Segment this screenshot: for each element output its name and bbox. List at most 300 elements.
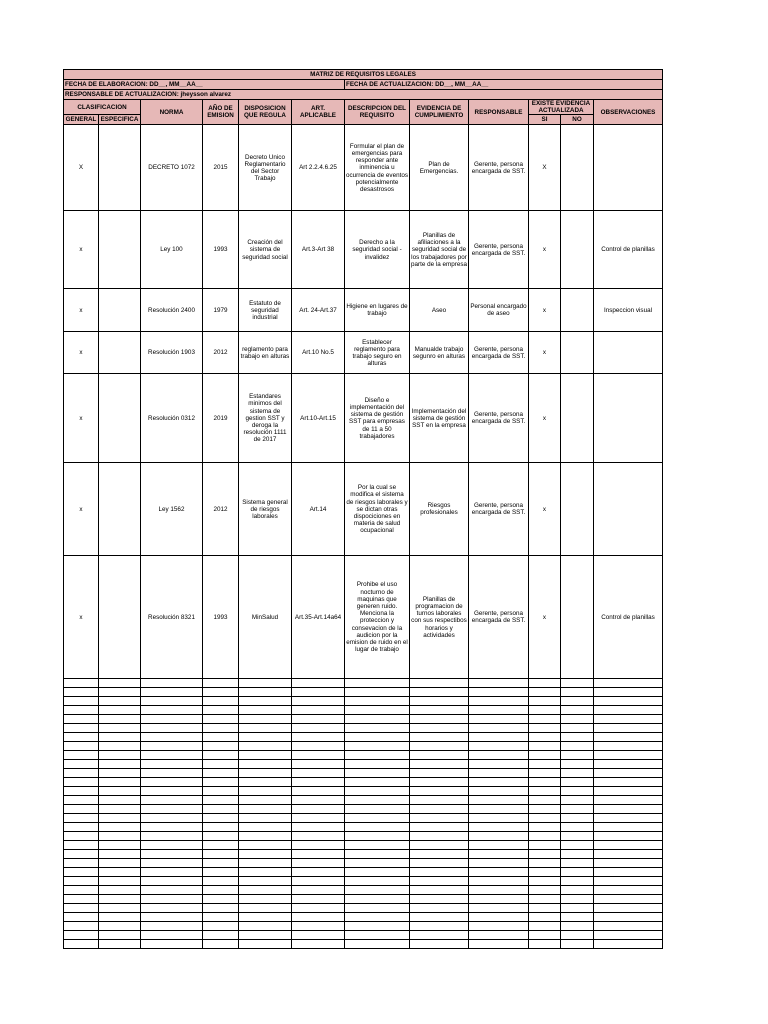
empty-cell [345, 913, 410, 922]
empty-cell [594, 922, 663, 931]
cell-si: x [529, 211, 561, 289]
empty-cell [561, 841, 594, 850]
cell-anio: 1979 [203, 289, 239, 332]
table-row [64, 125, 663, 211]
empty-cell [203, 823, 239, 832]
cell-norma: Resolución 2400 [141, 289, 203, 332]
cell-disposicion: Sistema general de riesgos laborales [239, 463, 292, 556]
empty-row [64, 922, 663, 931]
empty-cell [529, 706, 561, 715]
empty-cell [203, 688, 239, 697]
empty-row [64, 697, 663, 706]
empty-cell [99, 904, 141, 913]
empty-cell [345, 778, 410, 787]
empty-cell [594, 877, 663, 886]
empty-cell [64, 904, 99, 913]
empty-cell [292, 922, 345, 931]
empty-cell [561, 679, 594, 688]
cell-no [561, 374, 594, 463]
empty-cell [410, 904, 469, 913]
cell-observaciones [594, 125, 663, 211]
cell-evidencia: Riesgos profesionales [410, 463, 469, 556]
cell-si: x [529, 463, 561, 556]
empty-cell [469, 805, 529, 814]
empty-cell [529, 850, 561, 859]
empty-cell [141, 877, 203, 886]
cell-especifica [99, 556, 141, 679]
empty-cell [64, 724, 99, 733]
empty-cell [99, 859, 141, 868]
cell-responsable: Gerente, persona encargada de SST. [469, 374, 529, 463]
cell-anio: 1993 [203, 211, 239, 289]
empty-cell [99, 715, 141, 724]
empty-cell [410, 886, 469, 895]
cell-si: x [529, 374, 561, 463]
header-general: GENERAL [64, 115, 99, 125]
empty-cell [594, 697, 663, 706]
empty-cell [561, 760, 594, 769]
empty-cell [469, 715, 529, 724]
cell-anio: 1993 [203, 556, 239, 679]
cell-descripcion: Derecho a la seguridad social - invalidez [345, 211, 410, 289]
empty-cell [99, 814, 141, 823]
empty-cell [410, 931, 469, 940]
empty-cell [99, 688, 141, 697]
cell-descripcion: Establecer reglamento para trabajo seguro en alturas [345, 332, 410, 374]
empty-cell [203, 742, 239, 751]
empty-cell [64, 796, 99, 805]
cell-observaciones [594, 463, 663, 556]
empty-cell [529, 787, 561, 796]
cell-general: x [64, 332, 99, 374]
empty-cell [203, 877, 239, 886]
empty-cell [469, 886, 529, 895]
empty-row [64, 841, 663, 850]
empty-cell [292, 886, 345, 895]
empty-cell [410, 679, 469, 688]
header-anio: AÑO DE EMISION [203, 100, 239, 125]
empty-cell [292, 706, 345, 715]
empty-cell [529, 733, 561, 742]
empty-cell [529, 778, 561, 787]
empty-cell [141, 895, 203, 904]
empty-cell [345, 751, 410, 760]
header-clasificacion: CLASIFICACION [64, 100, 141, 115]
empty-row [64, 913, 663, 922]
empty-cell [99, 877, 141, 886]
empty-cell [469, 769, 529, 778]
empty-cell [469, 751, 529, 760]
empty-cell [594, 733, 663, 742]
empty-cell [529, 679, 561, 688]
empty-cell [64, 922, 99, 931]
empty-cell [239, 913, 292, 922]
empty-cell [239, 733, 292, 742]
empty-cell [64, 859, 99, 868]
empty-cell [203, 895, 239, 904]
empty-cell [64, 706, 99, 715]
empty-cell [410, 715, 469, 724]
empty-cell [594, 886, 663, 895]
empty-cell [64, 832, 99, 841]
empty-cell [345, 850, 410, 859]
header-especifica: ESPECIFICA [99, 115, 141, 125]
empty-cell [239, 769, 292, 778]
empty-cell [141, 904, 203, 913]
empty-cell [203, 760, 239, 769]
cell-articulo: Art.14 [292, 463, 345, 556]
empty-cell [239, 895, 292, 904]
empty-cell [345, 679, 410, 688]
empty-cell [239, 859, 292, 868]
header-evidencia: EVIDENCIA DE CUMPLIMIENTO [410, 100, 469, 125]
empty-cell [345, 760, 410, 769]
empty-cell [141, 931, 203, 940]
empty-cell [469, 778, 529, 787]
cell-disposicion: Decreto Unico Reglamentario del Sector Trabajo [239, 125, 292, 211]
empty-cell [410, 706, 469, 715]
empty-cell [203, 796, 239, 805]
empty-cell [469, 688, 529, 697]
empty-cell [141, 688, 203, 697]
empty-cell [141, 724, 203, 733]
cell-general: x [64, 289, 99, 332]
cell-responsable: Gerente, persona encargada de SST. [469, 463, 529, 556]
empty-cell [561, 733, 594, 742]
empty-cell [239, 841, 292, 850]
empty-cell [99, 742, 141, 751]
empty-cell [345, 697, 410, 706]
empty-cell [561, 877, 594, 886]
empty-cell [469, 931, 529, 940]
empty-cell [292, 715, 345, 724]
empty-cell [292, 805, 345, 814]
empty-row [64, 832, 663, 841]
empty-cell [141, 868, 203, 877]
empty-cell [239, 814, 292, 823]
header-articulo: ART. APLICABLE [292, 100, 345, 125]
empty-cell [239, 679, 292, 688]
empty-cell [345, 877, 410, 886]
cell-observaciones: Control de planillas [594, 556, 663, 679]
empty-cell [292, 733, 345, 742]
empty-cell [292, 832, 345, 841]
cell-norma: DECRETO 1072 [141, 125, 203, 211]
empty-cell [410, 859, 469, 868]
empty-cell [292, 697, 345, 706]
empty-cell [594, 841, 663, 850]
cell-no [561, 556, 594, 679]
empty-cell [410, 877, 469, 886]
empty-cell [561, 886, 594, 895]
empty-row [64, 805, 663, 814]
empty-cell [239, 742, 292, 751]
empty-cell [345, 868, 410, 877]
empty-cell [529, 922, 561, 931]
header-observaciones: OBSERVACIONES [594, 100, 663, 125]
empty-cell [529, 724, 561, 733]
empty-cell [594, 796, 663, 805]
cell-norma: Resolución 0312 [141, 374, 203, 463]
empty-cell [561, 778, 594, 787]
empty-cell [561, 940, 594, 949]
empty-cell [469, 823, 529, 832]
empty-cell [345, 940, 410, 949]
empty-cell [594, 814, 663, 823]
empty-cell [292, 787, 345, 796]
empty-cell [292, 742, 345, 751]
empty-cell [239, 706, 292, 715]
empty-cell [64, 742, 99, 751]
empty-cell [141, 733, 203, 742]
empty-cell [594, 805, 663, 814]
empty-cell [64, 787, 99, 796]
table-row [64, 211, 663, 289]
empty-cell [345, 688, 410, 697]
empty-cell [239, 886, 292, 895]
empty-cell [594, 940, 663, 949]
empty-cell [64, 805, 99, 814]
empty-cell [529, 832, 561, 841]
empty-cell [561, 769, 594, 778]
cell-articulo: Art.10-Art.15 [292, 374, 345, 463]
cell-responsable: Gerente, persona encargada de SST. [469, 556, 529, 679]
empty-cell [561, 787, 594, 796]
empty-row [64, 859, 663, 868]
cell-norma: Ley 100 [141, 211, 203, 289]
empty-cell [410, 778, 469, 787]
empty-cell [239, 697, 292, 706]
empty-cell [561, 913, 594, 922]
empty-cell [292, 931, 345, 940]
empty-row [64, 931, 663, 940]
empty-cell [99, 841, 141, 850]
empty-cell [141, 922, 203, 931]
empty-cell [594, 724, 663, 733]
empty-cell [529, 814, 561, 823]
cell-no [561, 463, 594, 556]
empty-cell [141, 769, 203, 778]
empty-cell [99, 823, 141, 832]
empty-cell [203, 904, 239, 913]
empty-cell [99, 832, 141, 841]
empty-cell [345, 715, 410, 724]
cell-no [561, 332, 594, 374]
empty-cell [410, 805, 469, 814]
empty-cell [561, 931, 594, 940]
empty-cell [345, 733, 410, 742]
empty-cell [561, 751, 594, 760]
empty-cell [141, 805, 203, 814]
empty-cell [594, 913, 663, 922]
empty-cell [292, 841, 345, 850]
empty-cell [561, 715, 594, 724]
cell-evidencia: Planillas de programacion de turnos laborales con sus respectibos horarios y actividades [410, 556, 469, 679]
cell-si: x [529, 332, 561, 374]
empty-cell [410, 742, 469, 751]
empty-cell [529, 796, 561, 805]
empty-cell [594, 751, 663, 760]
empty-cell [345, 787, 410, 796]
empty-cell [99, 868, 141, 877]
empty-cell [239, 787, 292, 796]
empty-cell [64, 778, 99, 787]
cell-observaciones [594, 374, 663, 463]
empty-cell [594, 769, 663, 778]
empty-cell [529, 904, 561, 913]
empty-cell [410, 868, 469, 877]
empty-cell [99, 895, 141, 904]
empty-cell [529, 760, 561, 769]
empty-cell [594, 868, 663, 877]
cell-articulo: Art.3-Art 38 [292, 211, 345, 289]
cell-si: x [529, 556, 561, 679]
empty-row [64, 688, 663, 697]
header-existe-evidencia: EXISTE EVIDENCIA ACTUALIZADA [529, 100, 594, 115]
empty-cell [203, 715, 239, 724]
empty-cell [469, 859, 529, 868]
responsable-actualizacion: RESPONSABLE DE ACTUALIZACION: jheysson alvarez [64, 90, 663, 100]
empty-cell [99, 679, 141, 688]
empty-cell [561, 688, 594, 697]
empty-cell [561, 868, 594, 877]
empty-cell [99, 805, 141, 814]
empty-cell [292, 778, 345, 787]
empty-cell [203, 868, 239, 877]
empty-cell [141, 850, 203, 859]
empty-cell [561, 859, 594, 868]
empty-cell [99, 922, 141, 931]
empty-cell [141, 706, 203, 715]
empty-cell [292, 796, 345, 805]
empty-cell [410, 850, 469, 859]
empty-cell [345, 814, 410, 823]
empty-cell [469, 760, 529, 769]
cell-general: x [64, 463, 99, 556]
empty-cell [469, 868, 529, 877]
empty-cell [203, 706, 239, 715]
cell-si: X [529, 125, 561, 211]
cell-responsable: Gerente, persona encargada de SST. [469, 332, 529, 374]
empty-cell [529, 886, 561, 895]
empty-cell [594, 706, 663, 715]
empty-cell [469, 814, 529, 823]
empty-cell [292, 895, 345, 904]
matrix-title: MATRIZ DE REQUISITOS LEGALES [64, 70, 663, 80]
empty-row [64, 940, 663, 949]
cell-articulo: Art.10 No.5 [292, 332, 345, 374]
empty-cell [410, 832, 469, 841]
empty-cell [594, 823, 663, 832]
empty-cell [292, 760, 345, 769]
empty-cell [529, 769, 561, 778]
empty-cell [239, 877, 292, 886]
empty-cell [239, 751, 292, 760]
empty-cell [529, 877, 561, 886]
empty-cell [239, 715, 292, 724]
empty-cell [64, 931, 99, 940]
empty-row [64, 778, 663, 787]
empty-cell [99, 940, 141, 949]
empty-cell [529, 913, 561, 922]
empty-cell [64, 751, 99, 760]
empty-cell [561, 904, 594, 913]
cell-evidencia: Planillas de afiliaciones a la seguridad social de los trabajadores por parte de la empresa [410, 211, 469, 289]
empty-cell [561, 706, 594, 715]
cell-evidencia: Aseo [410, 289, 469, 332]
empty-row [64, 814, 663, 823]
cell-especifica [99, 211, 141, 289]
empty-cell [239, 850, 292, 859]
empty-cell [529, 688, 561, 697]
empty-cell [99, 706, 141, 715]
empty-cell [141, 751, 203, 760]
empty-cell [239, 922, 292, 931]
cell-descripcion: Higiene en lugares de trabajo [345, 289, 410, 332]
empty-cell [64, 814, 99, 823]
cell-general: X [64, 125, 99, 211]
empty-cell [410, 751, 469, 760]
empty-cell [203, 886, 239, 895]
header-disposicion: DISPOSICION QUE REGULA [239, 100, 292, 125]
empty-cell [99, 931, 141, 940]
empty-row [64, 787, 663, 796]
empty-cell [410, 814, 469, 823]
cell-norma: Resolución 1903 [141, 332, 203, 374]
empty-cell [64, 850, 99, 859]
empty-cell [469, 733, 529, 742]
empty-cell [345, 769, 410, 778]
cell-si: x [529, 289, 561, 332]
empty-cell [410, 733, 469, 742]
empty-cell [64, 769, 99, 778]
empty-cell [345, 895, 410, 904]
cell-disposicion: Estatuto de seguridad industrial [239, 289, 292, 332]
empty-cell [469, 724, 529, 733]
empty-cell [203, 787, 239, 796]
empty-row [64, 877, 663, 886]
empty-cell [410, 688, 469, 697]
empty-cell [239, 931, 292, 940]
empty-cell [594, 787, 663, 796]
cell-especifica [99, 125, 141, 211]
empty-cell [141, 778, 203, 787]
empty-cell [594, 688, 663, 697]
empty-cell [345, 931, 410, 940]
header-no: NO [561, 115, 594, 125]
empty-cell [292, 679, 345, 688]
empty-cell [292, 859, 345, 868]
empty-cell [410, 841, 469, 850]
empty-cell [239, 805, 292, 814]
empty-row [64, 760, 663, 769]
empty-cell [203, 859, 239, 868]
header-si: SI [529, 115, 561, 125]
empty-cell [292, 913, 345, 922]
cell-responsable: Gerente, persona encargada de SST. [469, 125, 529, 211]
empty-cell [561, 922, 594, 931]
empty-cell [529, 859, 561, 868]
cell-general: x [64, 556, 99, 679]
empty-cell [292, 751, 345, 760]
cell-especifica [99, 289, 141, 332]
cell-general: x [64, 211, 99, 289]
empty-cell [203, 922, 239, 931]
empty-row [64, 796, 663, 805]
empty-cell [292, 940, 345, 949]
cell-norma: Resolución 8321 [141, 556, 203, 679]
empty-row [64, 823, 663, 832]
